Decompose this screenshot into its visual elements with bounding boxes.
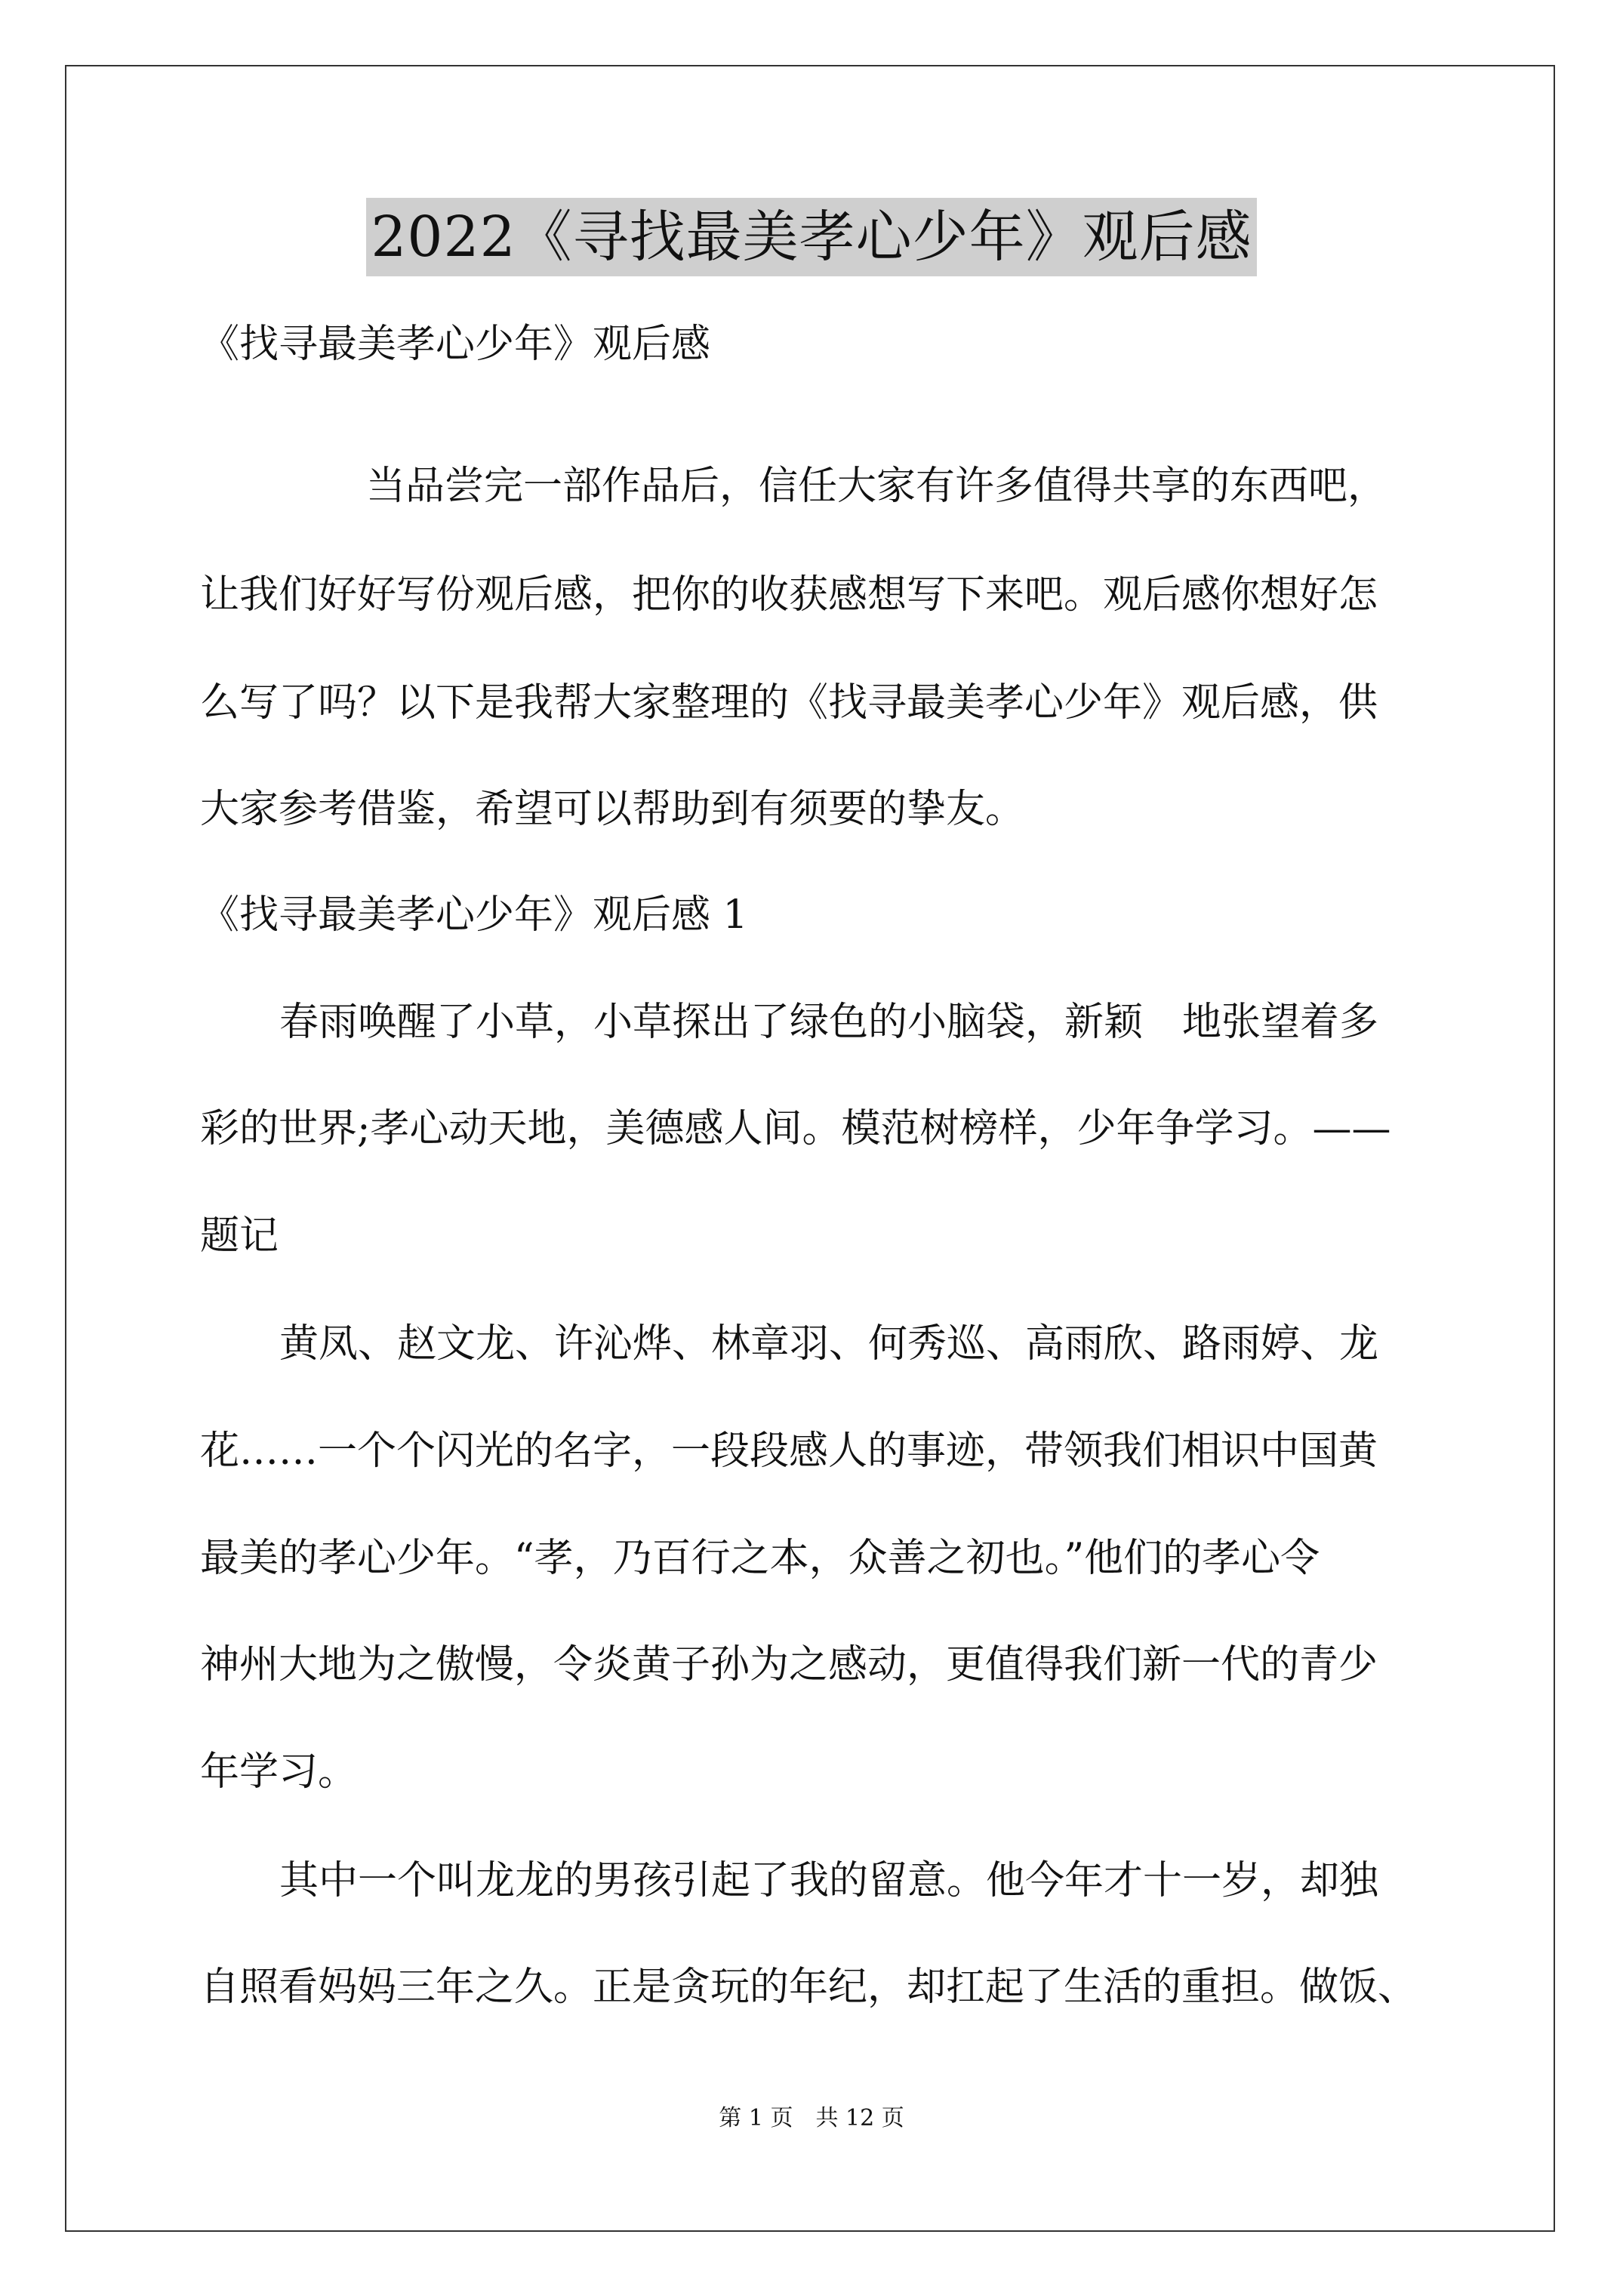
para2-line-4: 神州大地为之傲慢，令炎黄子孙为之感动，更值得我们新一代的青少 [200,1642,1378,1687]
subtitle: 《找寻最美孝心少年》观后感 [200,322,711,367]
para2-line-2: 花……一个个闪光的名字，一段段感人的事迹，带领我们相识中国黄 [200,1428,1378,1474]
intro-line-1: 当品尝完一部作品后，信任大家有许多值得共享的东西吧， [366,464,1387,509]
para3-line-2: 自照看妈妈三年之久。正是贪玩的年纪，却扛起了生活的重担。做饭、 [200,1965,1418,2010]
para2-line-5: 年学习。 [200,1749,358,1795]
para1-line-1: 春雨唤醒了小草，小草探出了绿色的小脑袋，新颖 地张望着多 [279,1000,1379,1045]
para2-line-3: 最美的孝心少年。“孝，乃百行之本，众善之初也。”他们的孝心令 [200,1536,1320,1581]
document-title: 2022《寻找最美孝心少年》观后感 [366,198,1256,276]
para1-line-2: 彩的世界;孝心动天地，美德感人间。模范树榜样，少年争学习。—— [200,1106,1391,1151]
para2-line-1: 黄凤、赵文龙、许沁烨、林章羽、何秀巡、高雨欣、路雨婷、龙 [279,1321,1379,1367]
intro-line-2: 让我们好好写份观后感，把你的收获感想写下来吧。观后感你想好怎 [200,572,1378,618]
intro-line-3: 么写了吗？以下是我帮大家整理的《找寻最美孝心少年》观后感，供 [200,680,1378,726]
page-footer: 第 1 页 共 12 页 [719,2105,904,2131]
title-wrap [0,198,1623,276]
section-heading: 《找寻最美孝心少年》观后感 1 [200,892,748,938]
para1-line-3: 题记 [200,1213,279,1259]
intro-line-4: 大家参考借鉴，希望可以帮助到有须要的挚友。 [200,787,1025,832]
para3-line-1: 其中一个叫龙龙的男孩引起了我的留意。他今年才十一岁，却独 [279,1858,1379,1903]
